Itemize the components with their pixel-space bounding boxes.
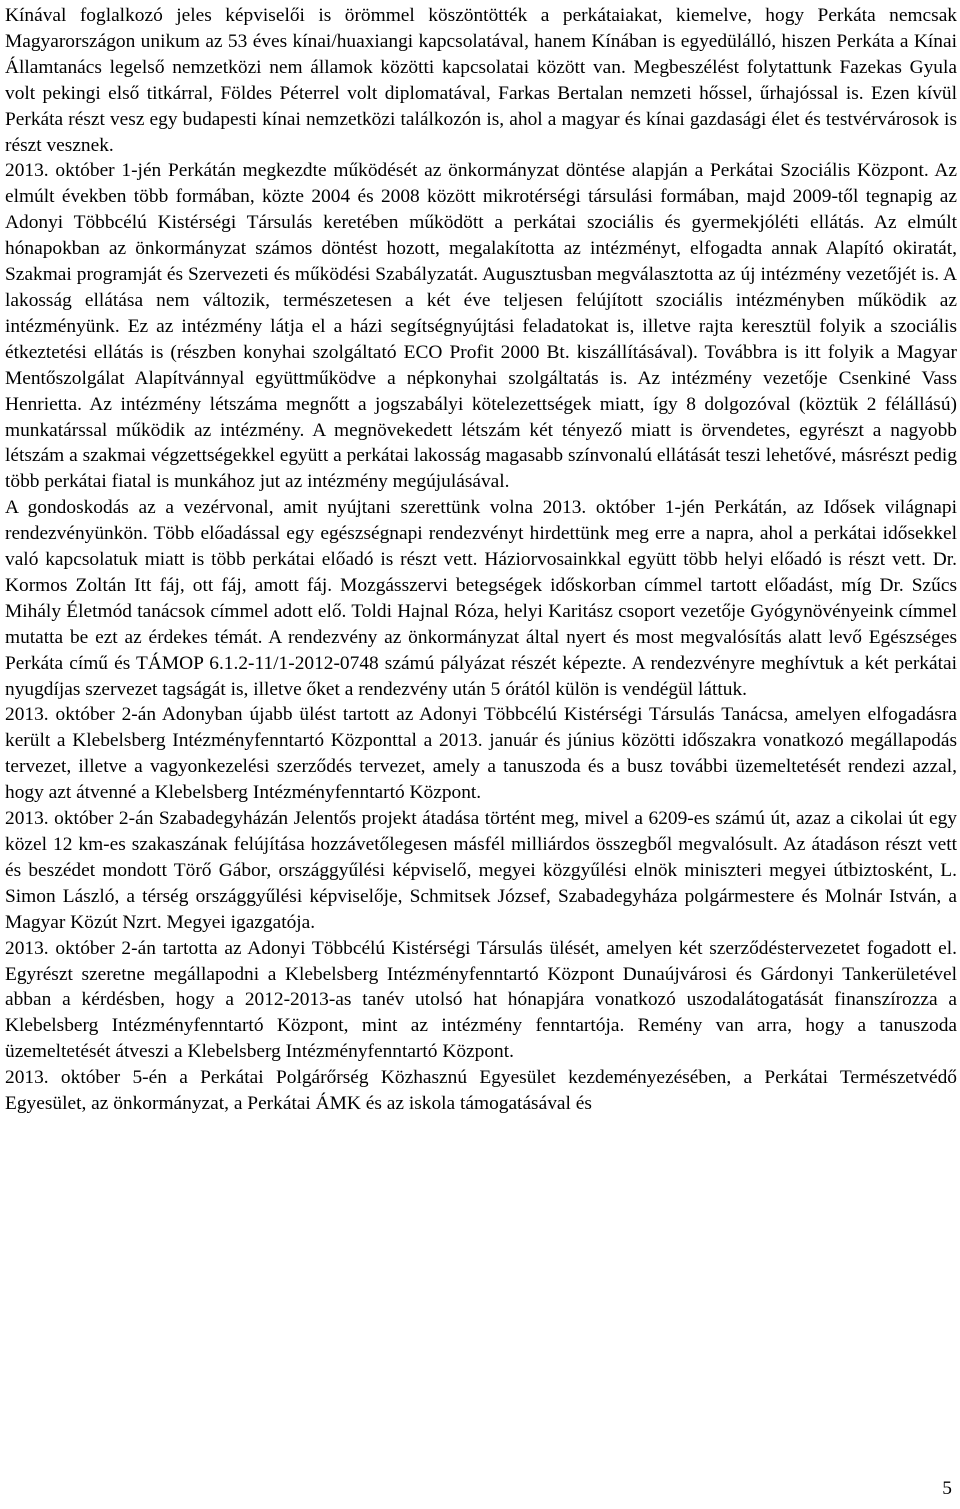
- document-body: [5, 3, 957, 1117]
- page-number: 5: [942, 1478, 952, 1499]
- paragraph-civil-guard: 2013. október 5-én a Perkátai Polgárőrség Közhasznú Egyesület kezdeményezésében, a Perkátai Természetvédő Egyesület, az önkormányzat, a Perkátai ÁMK és az iskola támogatásával és: [5, 1067, 957, 1115]
- paragraph-social-center: 2013. október 1-jén Perkátán megkezdte működését az önkormányzat döntése alapján a Perkátai Szociális Központ. Az elmúlt években több formában, közte 2004 és 2008 között mikrotérségi társulási formában, majd 2009-től tegnapig az Adonyi Többcélú Kistérségi Társulás keretében működött a perkátai szociális és gyermekjóléti ellátás. Az elmúlt hónapokban az önkormányzat számos döntést hozott, megalakította az intézményt, elfogadta annak Alapító okiratát, Szakmai programját és Szervezeti és működési Szabályzatát. Augusztusban megválasztotta az új intézmény vezetőjét is. A lakosság ellátása nem változik, természetesen a két éve teljesen felújított szociális intézményben működik az intézményünk. Ez az intézmény látja el a házi segítségnyújtási feladatokat is, illetve rajta keresztül folyik a szociális étkeztetési ellátás is (részben konyhai szolgáltató ECO Profit 2000 Bt. kiszállításával). Továbbra is itt folyik a Magyar Mentőszolgálat Alapítvánnyal együttműködve a népkonyhai szolgáltatás is. Az intézmény vezetője Csenkiné Vass Henrietta. Az intézmény létszáma megnőtt a jogszabályi kötelezettségek miatt, így 8 dolgozóval (köztük 2 félállású) munkatárssal működik az intézmény. A megnövekedett létszám két tényező miatt is örvendetes, egyrészt a nagyobb létszám a szakmai végzettségekkel együtt a perkátai lakosság magasabb színvonalú ellátását teszi lehetővé, másrészt pedig több perkátai fiatal is munkához jut az intézmény megújulásával.: [5, 160, 957, 493]
- paragraph-china-relations: Kínával foglalkozó jeles képviselői is örömmel köszöntötték a perkátaiakat, kiemelve, hogy Perkáta nemcsak Magyarországon unikum az 53 éves kínai/huaxiangi kapcsolatával, hanem Kínában is egyedülálló, hiszen Perkáta a Kínai Államtanács legelső nemzetközi nem államok közötti kapcsolatai között van. Megbeszélést folytattunk Fazekas Gyula volt pekingi első titkárral, Földes Péterrel volt diplomatával, Farkas Bertalan nemzeti hőssel, űrhajóssal is. Ezen kívül Perkáta részt vesz egy budapesti kínai nemzetközi találkozón is, ahol a magyar és kínai gazdasági élet és testvérvárosok is részt vesznek.: [5, 5, 957, 156]
- paragraph-road-project: 2013. október 2-án Szabadegyházán Jelentős projekt átadása történt meg, mivel a 6209-es számú út, azaz a cikolai út egy közel 12 km-es szakaszának felújítása hozzávetőlegesen másfél milliárdos összegből megvalósult. Az átadáson részt vett és beszédet mondott Törő Gábor, országgyűlési képviselő, megyei közgyűlési elnök miniszteri megyei útbiztosként, L. Simon László, a térség országgyűlési képviselője, Schmitsek József, Szabadegyháza polgármestere és Molnár István, a Magyar Közút Nzrt. Megyei igazgatója.: [5, 808, 957, 933]
- paragraph-elderly-day: A gondoskodás az a vezérvonal, amit nyújtani szerettünk volna 2013. október 1-jén Perkátán, az Idősek világnapi rendezvényünkön. Több előadással egy egészségnapi rendezvényt hirdettünk meg erre a napra, ahol a perkátai idősekkel való kapcsolatuk miatt is több perkátai előadó is részt vett. Háziorvosainkkal együtt több helyi előadó is részt vett. Dr. Kormos Zoltán Itt fáj, ott fáj, amott fáj. Mozgásszervi betegségek időskorban címmel tartott előadást, míg Dr. Szűcs Mihály Életmód tanácsok címmel adott elő. Toldi Hajnal Róza, helyi Karitász csoport vezetője Gyógynövényeink címmel mutatta be ezt az érdekes témát. A rendezvény az önkormányzat által nyert és most megvalósítás alatt levő Egészséges Perkáta című és TÁMOP 6.1.2-11/1-2012-0748 számú pályázat részét képezte. A rendezvényre meghívtuk a két perkátai nyugdíjas szervezet tagságát is, illetve őket a rendezvény után 5 órától külön is vendégül láttuk.: [5, 497, 957, 700]
- paragraph-association-meeting: 2013. október 2-án tartotta az Adonyi Többcélú Kistérségi Társulás ülését, amelyen két szerződéstervezetet fogadott el. Egyrészt szeretne megállapodni a Klebelsberg Intézményfenntartó Központ Dunaújvárosi és Gárdonyi Tankerületével abban a kérdésben, hogy a 2012-2013-as tanév utolsó hat hónapjára vonatkozó uszodalátogatását finanszírozza a Klebelsberg Intézményfenntartó Központ, mint az intézmény fenntartója. Remény van arra, hogy a tanuszoda üzemeltetését átveszi a Klebelsberg Intézményfenntartó Központ.: [5, 937, 957, 1063]
- paragraph-adony-council: 2013. október 2-án Adonyban újabb ülést tartott az Adonyi Többcélú Kistérségi Társulás Tanácsa, amelyen elfogadásra került a Klebelsberg Intézményfenntartó Központtal a 2013. január és június közötti időszakra vonatkozó megállapodás tervezet, illetve a vagyonkezelési szerződés tervezet, amely a tanuszoda és a busz további üzemeltetését rendezi azzal, hogy azt átvenné a Klebelsberg Intézményfenntartó Központ.: [5, 704, 957, 804]
